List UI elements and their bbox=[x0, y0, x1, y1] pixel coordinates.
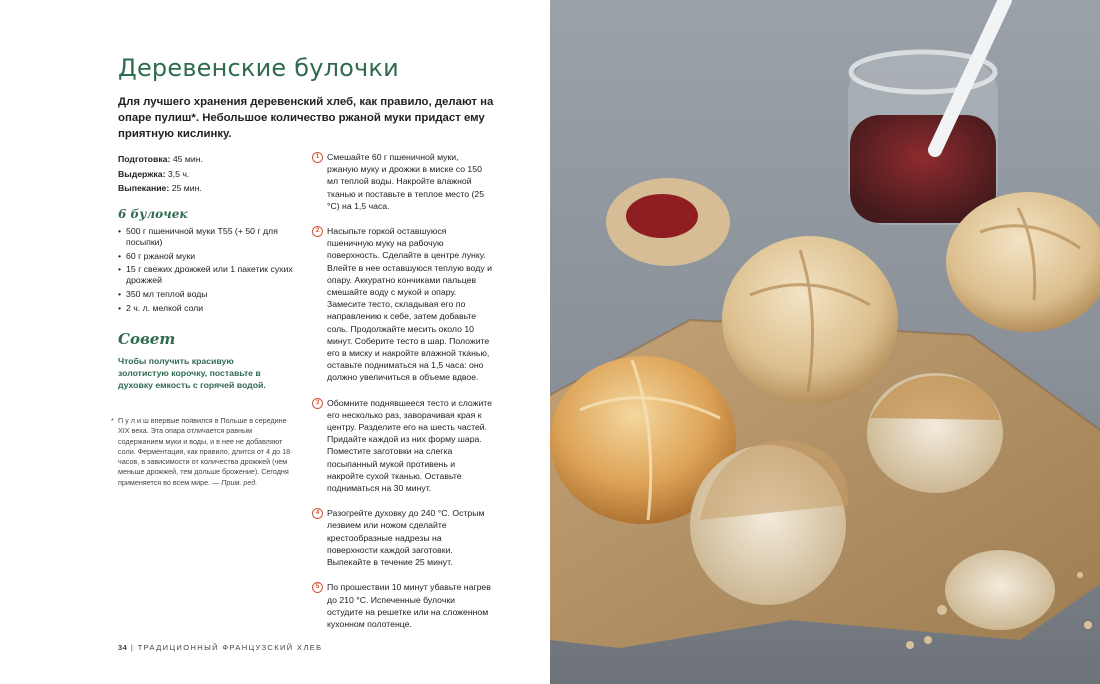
ingredient-item: • 2 ч. л. мелкой соли bbox=[118, 303, 298, 314]
steps-list bbox=[312, 151, 492, 643]
recipe-intro: Для лучшего хранения деревенский хлеб, как правило, делают на опаре пулиш*. Небольшое количество ржаной муки придаст ему приятную кислинку. bbox=[118, 96, 494, 140]
tip-heading: Совет bbox=[118, 330, 176, 348]
section-title: ТРАДИЦИОННЫЙ ФРАНЦУЗСКИЙ ХЛЕБ bbox=[137, 643, 323, 652]
step-item bbox=[312, 397, 492, 495]
step-text: Насыпьте горкой оставшуюся пшеничную муку на рабочую поверхность. Сделайте в центре лунку. Влейте в нее оставшуюся теплую воду и опару. Аккуратно кончиками пальцев смешайте воду с мукой и опару. Замесите тесто, складывая его по направлению к себе, затем добавьте соль. Продолжайте месить около 10 минут. Соберите тесто в шар. Положите его в миску и накройте влажной тканью, оставьте подниматься на 1,5 часа: оно должно увеличиться в объеме вдвое. bbox=[327, 226, 492, 383]
recipe-title: Деревенские булочки bbox=[118, 54, 399, 82]
footnote-text: П у л и ш впервые появился в Польше в середине XIX века. Эта опара отличается равным содержанием муки и воды, и в нее не добавляют соли. Ферментация, как правило, длится от 4 до 18 часов, в зависимости от количества дрожжей (чем меньше дрожжей, тем дольше брожение). Сегодня применяется во всем мире. — bbox=[118, 416, 291, 487]
bake-time: Выпекание: 25 мин. bbox=[118, 183, 202, 194]
ingredients-list bbox=[118, 226, 298, 316]
tip-text: Чтобы получить красивую золотистую корочку, поставьте в духовку емкость с горячей водой. bbox=[118, 356, 266, 391]
ingredient-item: • 350 мл теплой воды bbox=[118, 289, 298, 300]
step-item bbox=[312, 581, 492, 630]
step-item bbox=[312, 507, 492, 568]
step-text: Смешайте 60 г пшеничной муки, ржаную муку и дрожжи в миске со 150 мл теплой воды. Накройте влажной тканью и поставьте в теплое место (25 °С) на 1,5 часа. bbox=[327, 152, 485, 211]
step-number-marker: 4 bbox=[312, 508, 323, 519]
footnote bbox=[111, 416, 293, 488]
step-number-marker: 3 bbox=[312, 398, 323, 409]
step-text: По прошествии 10 минут убавьте нагрев до 210 °С. Испеченные булочки остудите на решетке или на сложенном кухонном полотенце. bbox=[327, 582, 491, 629]
ingredient-item: • 60 г ржаной муки bbox=[118, 251, 298, 262]
step-number-marker: 2 bbox=[312, 226, 323, 237]
step-number-marker: 5 bbox=[312, 582, 323, 593]
footnote-author: Прим. ред. bbox=[221, 477, 258, 487]
ingredient-item: • 500 г пшеничной муки Т55 (+ 50 г для посыпки) bbox=[118, 226, 298, 248]
servings-heading: 6 булочек bbox=[118, 207, 188, 221]
page-number: 34 bbox=[118, 643, 128, 652]
prep-time: Подготовка: 45 мин. bbox=[118, 154, 203, 164]
recipe-times bbox=[118, 152, 298, 196]
page-footer bbox=[118, 643, 323, 652]
footnote-mark: * bbox=[111, 416, 114, 425]
bread-slice-with-jam bbox=[606, 178, 730, 266]
rest-time: Выдержка: 3,5 ч. bbox=[118, 168, 190, 179]
footer-separator: | bbox=[130, 643, 135, 652]
step-text: Обомните поднявшееся тесто и сложите его несколько раз, заворачивая края к центру. Разделите его на шесть частей. Придайте каждой из них форму шара. Поместите заготовки на слегка посыпанный мукой противень и накройте сухой тканью. Оставьте подниматься на 30 минут. bbox=[327, 397, 493, 494]
step-item bbox=[312, 225, 492, 384]
ingredient-item: • 15 г свежих дрожжей или 1 пакетик сухих дрожжей bbox=[118, 264, 298, 286]
step-text: Разогрейте духовку до 240 °С. Острым лезвием или ножом сделайте крестообразные надрезы на поверхности каждой заготовки. Выпекайте в течение 25 минут. bbox=[327, 508, 485, 568]
bread-rolls-photo bbox=[550, 0, 1100, 684]
step-item bbox=[312, 151, 492, 212]
step-number-marker: 1 bbox=[312, 152, 323, 163]
